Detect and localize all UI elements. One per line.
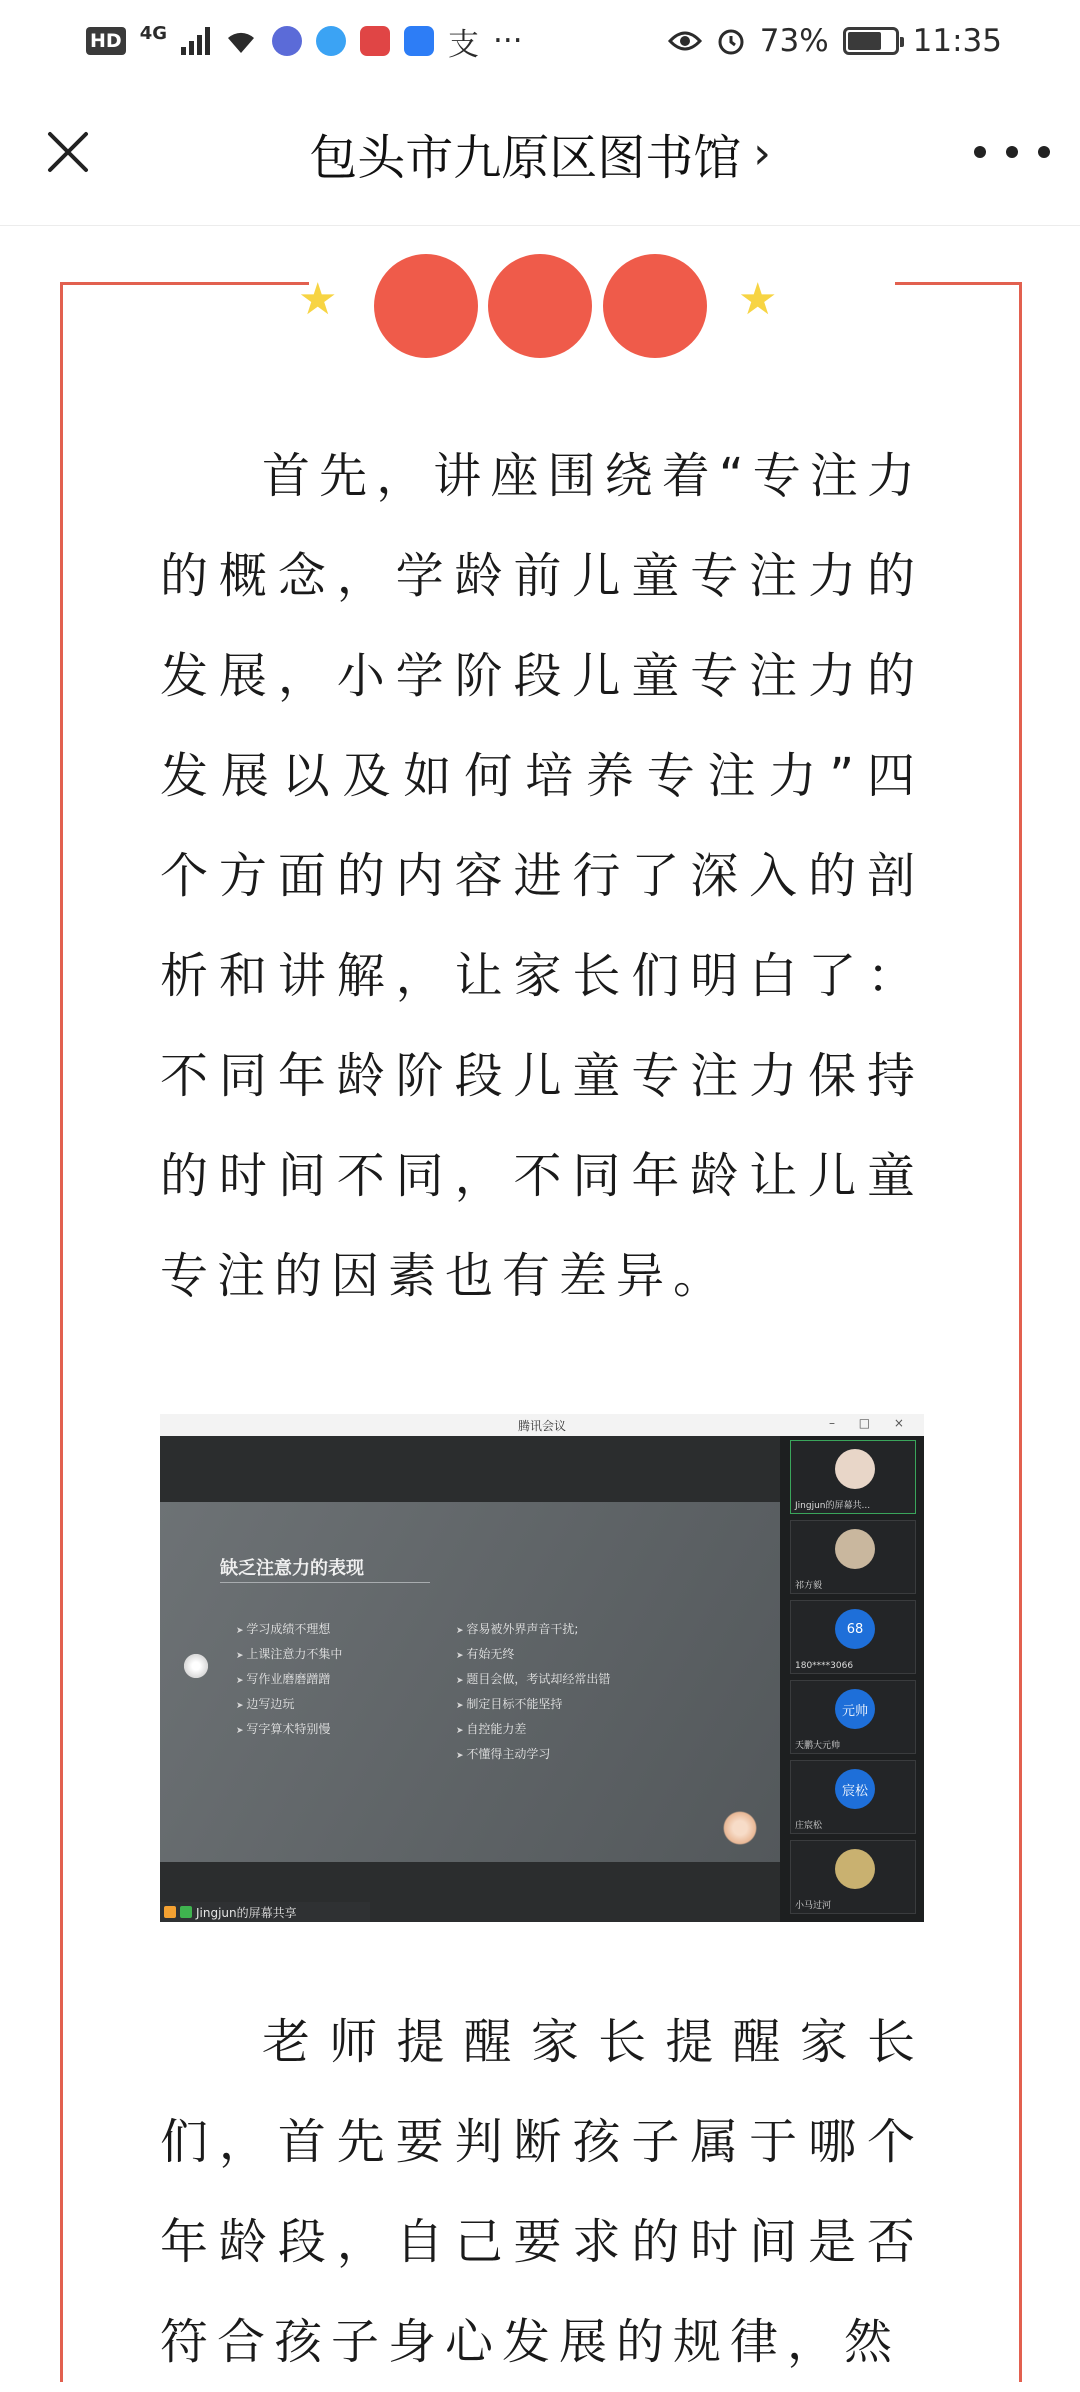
flower-decoration-icon <box>182 1652 210 1680</box>
participant-tile <box>790 1440 916 1514</box>
decor-dot <box>603 254 707 358</box>
wifi-icon <box>224 27 258 55</box>
more-dot-icon <box>974 146 986 158</box>
alipay-icon: 支 <box>448 26 479 63</box>
participant-tile <box>790 1840 916 1914</box>
star-left-icon: ★ <box>298 274 338 325</box>
hd-badge: HD <box>86 27 126 55</box>
participant-name: 天鹏大元帅 <box>795 1741 841 1751</box>
close-button[interactable] <box>36 120 100 184</box>
more-dot-icon <box>1006 146 1018 158</box>
meeting-top-area <box>160 1436 780 1502</box>
status-left-icons <box>86 19 523 64</box>
eye-comfort-icon <box>668 29 702 53</box>
battery-percent: 73% <box>759 23 829 59</box>
participant-tile <box>790 1760 916 1834</box>
slide-divider <box>220 1582 430 1583</box>
participant-tile <box>790 1600 916 1674</box>
participant-name: Jingjun的屏幕共... <box>795 1501 871 1511</box>
slide-list-item: ➤ 写字算术特别慢 <box>236 1718 342 1743</box>
star-right-icon: ★ <box>738 274 778 325</box>
status-bar <box>0 0 1080 82</box>
slide-list-item: ➤ 制定目标不能坚持 <box>456 1693 610 1718</box>
article-paragraph: 首先，讲座围绕着“专注力的概念，学龄前儿童专注力的发展，小学阶段儿童专注力的发展以及如何培养专注力”四个方面的内容进行了深入的剖析和讲解，让家长们明白了：不同年龄阶段儿童专注力保持的时间不同，不同年龄让儿童专注的因素也有差异。 <box>160 448 924 1304</box>
participant-avatar <box>835 1849 875 1889</box>
network-type-label: 4G <box>139 22 167 44</box>
slide-list-item: ➤ 写作业磨磨蹭蹭 <box>236 1668 342 1693</box>
more-notifications-icon: ··· <box>493 23 523 59</box>
shared-slide <box>160 1502 780 1862</box>
screen-share-indicator <box>160 1902 370 1922</box>
share-icon <box>164 1906 176 1918</box>
more-options-button[interactable] <box>974 132 1050 172</box>
slide-list-right <box>456 1618 610 1768</box>
page-title: 包头市九原区图书馆 <box>309 130 742 186</box>
slide-list-item: ➤ 学习成绩不理想 <box>236 1618 342 1643</box>
participant-name: 小马过河 <box>795 1901 832 1911</box>
share-label: Jingjun的屏幕共享 <box>196 1905 297 1920</box>
mic-icon <box>180 1906 192 1918</box>
slide-list-item: ➤ 上课注意力不集中 <box>236 1643 342 1668</box>
battery-icon <box>843 27 899 55</box>
more-dot-icon <box>1038 146 1050 158</box>
meeting-screenshot-image[interactable] <box>160 1414 924 1922</box>
slide-list-item: ➤ 有始无终 <box>456 1643 610 1668</box>
status-right-icons <box>668 23 1002 59</box>
clock: 11:35 <box>912 23 1002 59</box>
slide-title: 缺乏注意力的表现 <box>220 1558 364 1579</box>
window-controls: – □ × <box>828 1416 914 1430</box>
browser-app-icon <box>316 26 346 56</box>
participant-avatar: 68 <box>835 1609 875 1649</box>
close-icon <box>46 130 90 174</box>
participant-avatar: 宸松 <box>835 1769 875 1809</box>
decor-dot <box>374 254 478 358</box>
participant-avatar <box>835 1449 875 1489</box>
meeting-window-titlebar <box>160 1414 924 1436</box>
slide-list-item: ➤ 容易被外界声音干扰; <box>456 1618 610 1643</box>
meeting-window-title: 腾讯会议 <box>517 1418 566 1433</box>
weibo-app-icon <box>404 26 434 56</box>
participant-name: 庄宸松 <box>795 1821 823 1831</box>
slide-list-item: ➤ 自控能力差 <box>456 1718 610 1743</box>
signal-icon <box>181 27 210 55</box>
decor-dot <box>488 254 592 358</box>
music-app-icon <box>272 26 302 56</box>
slide-list-item: ➤ 边写边玩 <box>236 1693 342 1718</box>
participant-avatar: 元帅 <box>835 1689 875 1729</box>
nav-bar <box>0 82 1080 226</box>
chevron-right-icon: › <box>753 128 771 179</box>
slide-list-left <box>236 1618 342 1743</box>
flower-decoration-icon <box>720 1808 760 1848</box>
account-title-link[interactable] <box>309 119 771 188</box>
participant-name: 180****3066 <box>795 1661 854 1671</box>
participant-avatar <box>835 1529 875 1569</box>
participant-list <box>786 1440 920 1920</box>
slide-list-item: ➤ 不懂得主动学习 <box>456 1743 610 1768</box>
slide-list-item: ➤ 题目会做，考试却经常出错 <box>456 1668 610 1693</box>
alarm-icon <box>716 26 746 56</box>
participant-tile <box>790 1520 916 1594</box>
reader-app-icon <box>360 26 390 56</box>
participant-name: 祁方毅 <box>795 1581 823 1591</box>
article-paragraph: 老师提醒家长提醒家长们，首先要判断孩子属于哪个年龄段，自己要求的时间是否符合孩子身心发展的规律，然 <box>160 2014 924 2370</box>
participant-tile <box>790 1680 916 1754</box>
